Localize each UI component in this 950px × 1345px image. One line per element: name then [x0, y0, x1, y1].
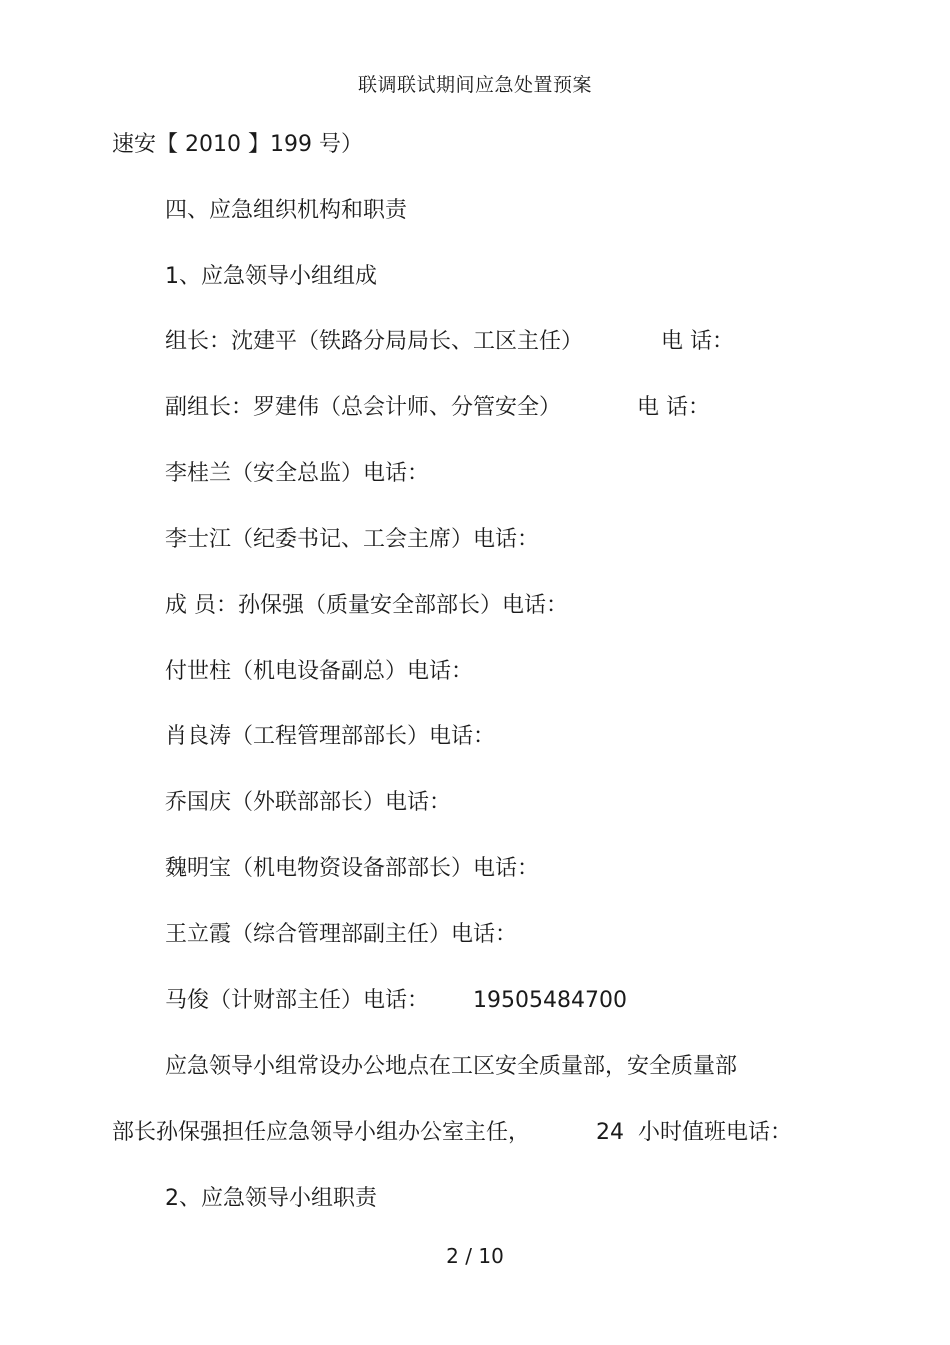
office-paragraph-line-2: [112, 1118, 792, 1148]
subsection-heading-2: 2、应急领导小组职责: [165, 1186, 377, 1211]
deputy-phone-label: 电 话：: [637, 395, 711, 420]
member-line: 成 员：孙保强（质量安全部部长）电话：: [165, 593, 568, 618]
member-line: 王立霞（综合管理部副主任）电话：: [165, 922, 518, 947]
leader-phone-label: 电 话：: [661, 329, 735, 354]
duty-phone-label: 小时值班电话：: [638, 1120, 793, 1145]
leader-text: 组长：沈建平（铁路分局局长、工区主任）: [165, 329, 584, 354]
member-line: 乔国庆（外联部部长）电话：: [165, 790, 452, 815]
member-line: 付世柱（机电设备副总）电话：: [165, 659, 474, 684]
duty-hours: 24: [596, 1120, 625, 1145]
member-line: 肖良涛（工程管理部部长）电话：: [165, 724, 496, 749]
member-text: 马俊（计财部主任）电话：: [165, 988, 430, 1013]
section-heading-4: 四、应急组织机构和职责: [165, 198, 408, 223]
subsection-heading-1: 1、应急领导小组组成: [165, 264, 377, 289]
running-header: 联调联试期间应急处置预案: [357, 74, 592, 96]
deputy-text: 副组长：罗建伟（总会计师、分管安全）: [165, 395, 562, 420]
member-line: 魏明宝（机电物资设备部部长）电话：: [165, 856, 540, 881]
office-text: 部长孙保强担任应急领导小组办公室主任，: [112, 1120, 531, 1145]
member-line: 李士江（纪委书记、工会主席）电话：: [165, 527, 540, 552]
deputy-leader-line: [165, 393, 710, 423]
leader-line: [165, 327, 734, 357]
member-line: 李桂兰（安全总监）电话：: [165, 461, 430, 486]
page-total: 10: [478, 1244, 504, 1268]
page-number: [0, 1244, 950, 1268]
continuation-line: 速安【 2010 】199 号）: [112, 132, 363, 157]
page-current: 2: [446, 1244, 459, 1268]
page-separator: /: [465, 1244, 473, 1268]
office-paragraph-line-1: 应急领导小组常设办公地点在工区安全质量部，安全质量部: [165, 1054, 738, 1079]
member-line-with-phone: [165, 986, 627, 1016]
phone-number: 19505484700: [473, 988, 627, 1013]
